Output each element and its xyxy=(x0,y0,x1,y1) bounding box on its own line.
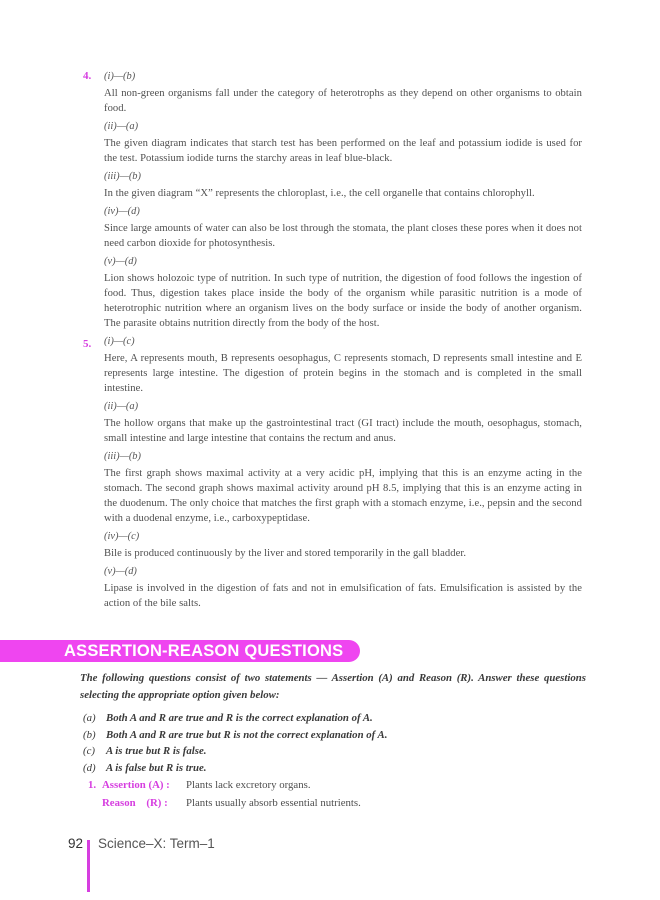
section-heading-banner xyxy=(0,640,360,662)
answer-label: (ii)—(a) xyxy=(104,401,139,412)
answer-label: (iv)—(c) xyxy=(104,531,140,542)
answer-5 xyxy=(83,334,582,611)
answer-explanation: All non-green organisms fall under the category of heterotrophs as they depend on other organisms to obtain food. xyxy=(104,88,582,114)
answers-section xyxy=(83,66,582,613)
answer-label: (iii)—(b) xyxy=(104,451,141,462)
section-title: ASSERTION-REASON QUESTIONS xyxy=(64,642,344,660)
footer-divider xyxy=(87,840,90,892)
option-text: A is true but R is false. xyxy=(106,745,207,757)
answer-label: (i)—(b) xyxy=(104,71,136,82)
book-title: Science–X: Term–1 xyxy=(98,836,215,851)
option-item xyxy=(83,743,387,760)
answer-explanation: Lion shows holozoic type of nutrition. In such type of nutrition, the digestion of food follows the ingestion of food. Thus, digestion takes place inside the body of the organism while parasitic nutrition is a mode of heterotrophic nutrition where an organism lives on the body surface or inside the body of another organism. The parasite obtains nutrition directly from the body of the host. xyxy=(104,273,582,329)
assertion-reason-question-1 xyxy=(88,776,361,812)
answer-explanation: The first graph shows maximal activity at a very acidic pH, implying that this is an enzyme acting in the stomach. The second graph shows maximal activity around pH 8.5, implying that this is an enzyme acting in the duodenum. The only choice that matches the first graph with a stomach enzyme, i.e., pepsin and the second with a duodenal enzyme, i.e., carboxypeptidase. xyxy=(104,468,582,524)
reason-row xyxy=(88,794,361,812)
option-letter: (b) xyxy=(83,728,96,741)
answer-label: (v)—(d) xyxy=(104,256,137,267)
answer-label: (v)—(d) xyxy=(104,566,137,577)
section-instructions: The following questions consist of two statements — Assertion (A) and Reason (R). Answer these questions selecting the appropriate option given below: xyxy=(80,672,586,701)
question-number: 1. xyxy=(88,779,97,791)
answer-4 xyxy=(83,69,582,331)
answer-label: (iii)—(b) xyxy=(104,171,141,182)
answer-label: (i)—(c) xyxy=(104,336,135,347)
question-number: 4. xyxy=(83,70,92,82)
answer-explanation: Since large amounts of water can also be lost through the stomata, the plant closes these pores when it does not need carbon dioxide for photosynthesis. xyxy=(104,223,582,249)
assertion-text: Plants lack excretory organs. xyxy=(186,779,311,791)
answer-label: (ii)—(a) xyxy=(104,121,139,132)
option-letter: (a) xyxy=(83,712,96,724)
answer-explanation: Here, A represents mouth, B represents oesophagus, C represents stomach, D represents small intestine and E represents large intestine. The digestion of protein begins in the stomach and is completed in the small intestine. xyxy=(104,353,582,394)
option-list xyxy=(83,710,387,776)
option-text: Both A and R are true but R is not the correct explanation of A. xyxy=(106,728,388,741)
option-item xyxy=(83,710,387,727)
option-item xyxy=(83,727,387,744)
reason-text: Plants usually absorb essential nutrients. xyxy=(186,797,361,809)
answer-label: (iv)—(d) xyxy=(104,206,140,217)
question-number: 5. xyxy=(83,338,92,350)
answer-explanation: The given diagram indicates that starch test has been performed on the leaf and potassium iodide is used for the test. Potassium iodide turns the starchy areas in leaf blue-black. xyxy=(104,138,582,164)
option-text: A is false but R is true. xyxy=(106,761,207,774)
answer-explanation: Bile is produced continuously by the liver and stored temporarily in the gall bladder. xyxy=(104,548,467,559)
option-item xyxy=(83,760,387,777)
answer-explanation: The hollow organs that make up the gastrointestinal tract (GI tract) include the mouth, oesophagus, stomach, small intestine and large intestine that contains the rectum and anus. xyxy=(104,418,582,444)
reason-label: Reason (R) : xyxy=(102,797,168,809)
answer-explanation: In the given diagram “X” represents the chloroplast, i.e., the cell organelle that contains chlorophyll. xyxy=(104,188,535,199)
assertion-row xyxy=(88,776,361,794)
page-number: 92 xyxy=(68,836,84,851)
option-letter: (c) xyxy=(83,745,95,757)
spacer xyxy=(88,794,102,812)
option-letter: (d) xyxy=(83,761,96,774)
answer-explanation: Lipase is involved in the digestion of fats and not in emulsification of fats. Emulsification is assisted by the action of the bile salts. xyxy=(104,583,582,609)
option-text: Both A and R are true and R is the correct explanation of A. xyxy=(106,712,373,724)
assertion-label: Assertion (A) : xyxy=(102,779,170,791)
